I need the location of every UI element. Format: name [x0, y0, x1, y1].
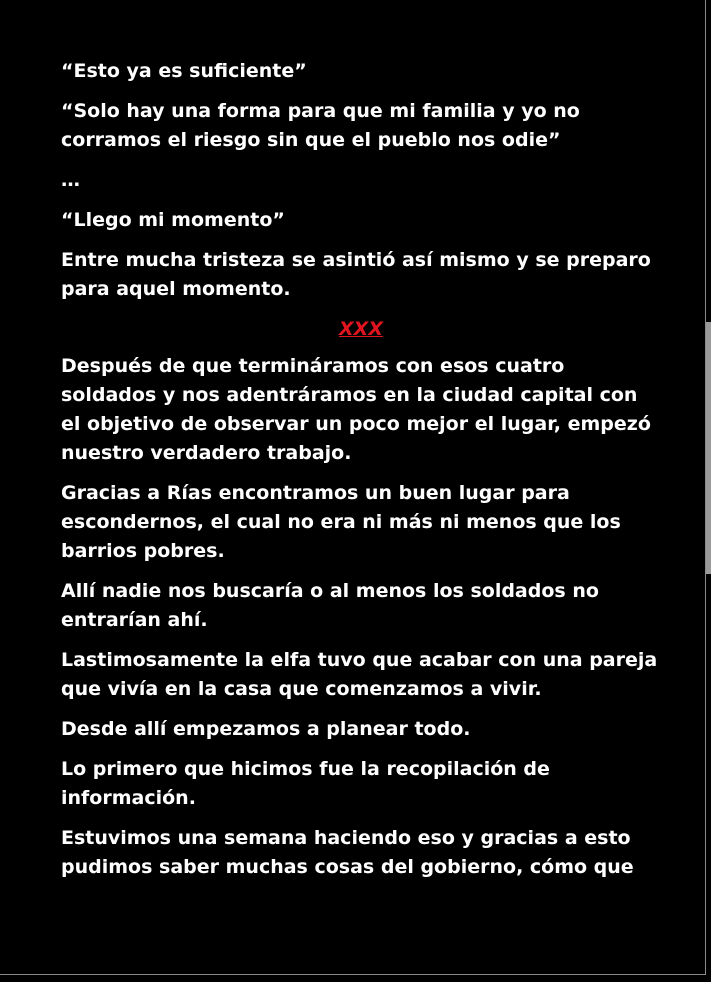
text-column — [61, 57, 661, 893]
paragraph: “Solo hay una forma para que mi familia y yo no corramos el riesgo sin que el pueblo nos odie” — [61, 100, 580, 151]
paragraph: “Esto ya es suficiente” — [61, 60, 307, 82]
section-separator: XXX — [339, 318, 383, 340]
paragraph: Después de que termináramos con esos cuatro soldados y nos adentráramos en la ciudad capital con el objetivo de observar un poco mejor el lugar, empezó nuestro verdadero trabajo. — [61, 355, 651, 464]
scrollbar-thumb[interactable] — [706, 322, 711, 574]
paragraph: Gracias a Rías encontramos un buen lugar para escondernos, el cual no era ni más ni menos que los barrios pobres. — [61, 482, 621, 562]
paragraph: Allí nadie nos buscaría o al menos los soldados no entrarían ahí. — [61, 580, 599, 631]
paragraph: … — [61, 169, 80, 191]
paragraph: Desde allí empezamos a planear todo. — [61, 718, 471, 740]
paragraph: Lo primero que hicimos fue la recopilación de información. — [61, 758, 550, 809]
paragraph: Entre mucha tristeza se asintió así mismo y se preparo para aquel momento. — [61, 249, 651, 300]
paragraph: Lastimosamente la elfa tuvo que acabar con una pareja que vivía en la casa que comenzamos a vivir. — [61, 649, 658, 700]
paragraph: “Llego mi momento” — [61, 209, 285, 231]
paragraph: Estuvimos una semana haciendo eso y gracias a esto pudimos saber muchas cosas del gobierno, cómo que — [61, 827, 634, 878]
